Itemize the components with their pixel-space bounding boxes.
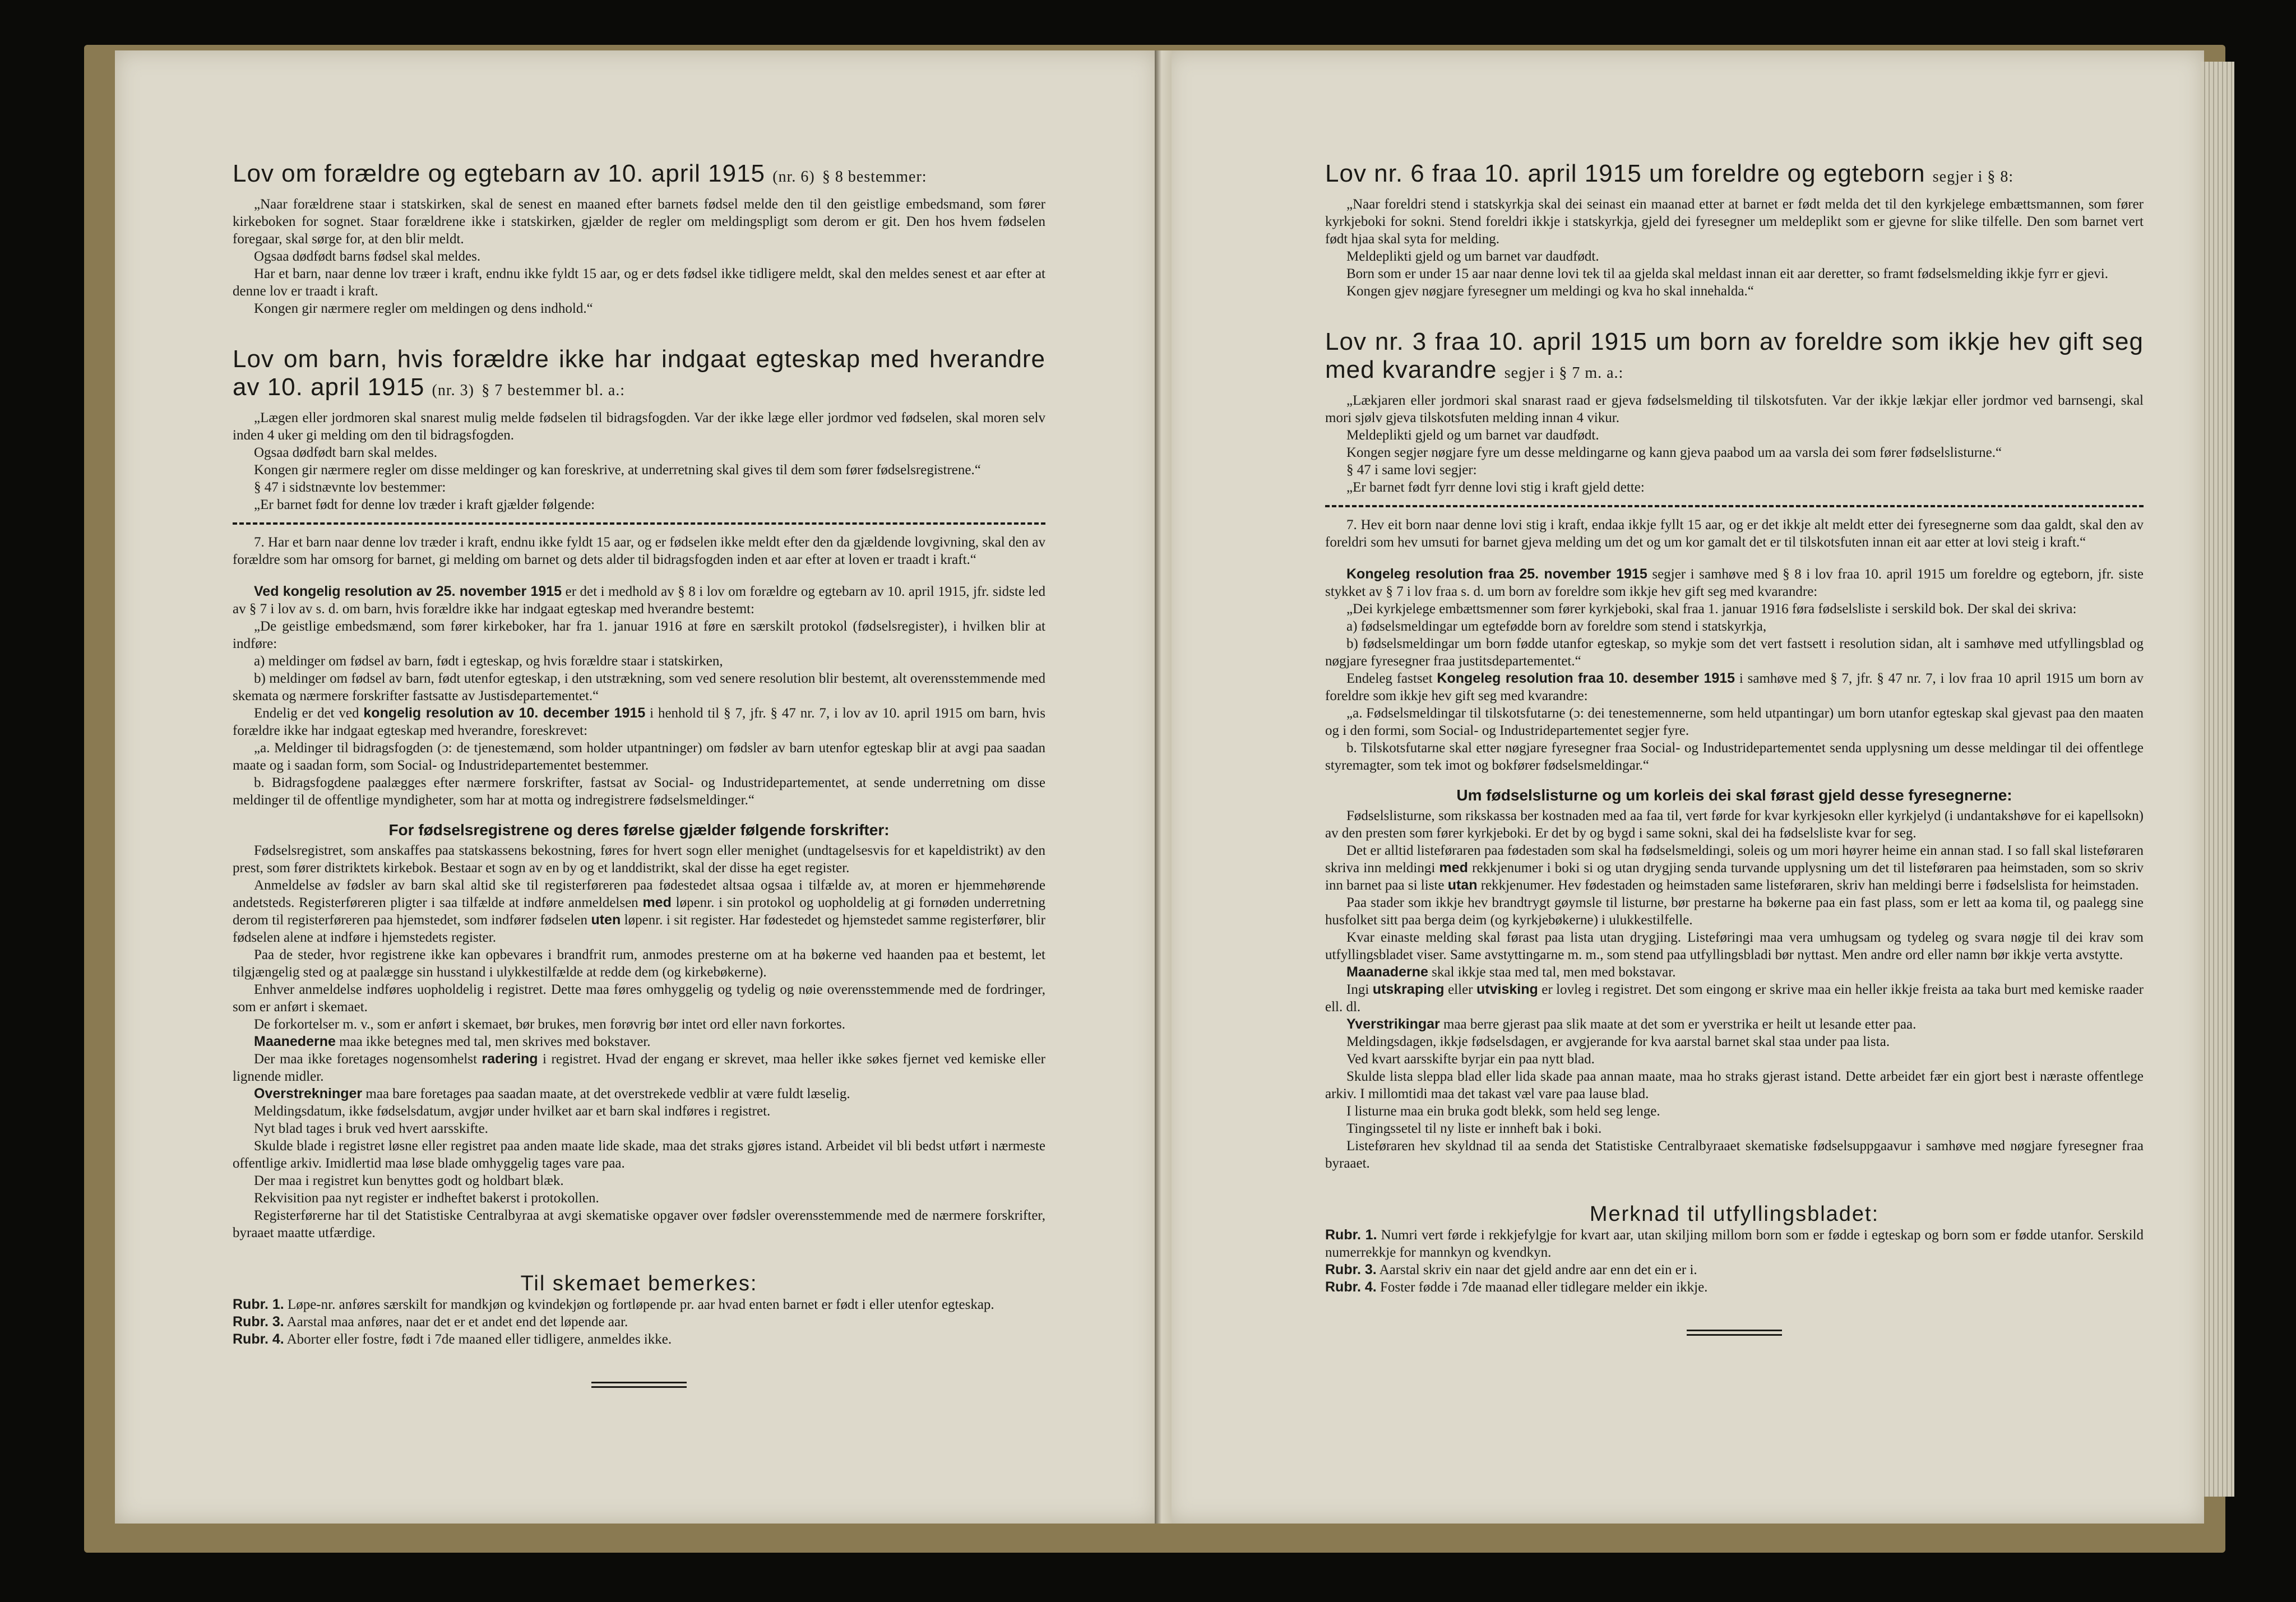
right-s3-item: b. Tilskotsfutarne skal etter nøgjare fyresegner fraa Social- og Industridepartementet senda upplysning um desse meldingar til dei offentlege styremagter, som tek imot og bokfører fødselsmeldingar.“ [1325, 740, 2144, 773]
right-s4-para: Paa stader som ikkje hev brandtrygt gøymsle til listurne, bør prestarne ha bøkerne paa ein fast plass, som er lett aa koma til, og paalegg sine husfolket sitt paa berga deim (og kyrkjebøkerne) i ulukkestilfelle. [1325, 895, 2144, 928]
right-s4-para: Ved kvart aarsskifte byrjar ein paa nytt blad. [1346, 1052, 1595, 1067]
left-s4-para: Nyt blad tages i bruk ved hvert aarsskifte. [254, 1121, 488, 1136]
left-s4-para: Anmeldelse av fødsler av barn skal altid ske til registerføreren paa fødestedet altsaa ogsaa i tilfælde av, at moren er hjemmehørende andetsteds. Registerføreren pligter i saa tilfælde at indføre anmeldelsen med løpenr. i sin protokol og uopholdelig at gi fornøden underretning derom til registerføreren paa hjemstedet, som indfører fødselen uten løpenr. i sit register. Har fødestedet og hjemstedet samme registerfører, blir fødselen alene at indføre i hjemstedets register. [233, 878, 1045, 945]
left-s2-para-7: 7. Har et barn naar denne lov træder i kraft, endnu ikke fyldt 15 aar, og er fødselen ikke meldt efter den da gjældende lovgivning, skal den av forældre som har omsorg for barnet, gi melding om barnet og dets alder til bidragsfogden inden et aar efter at loven er traadt i kraft.“ [233, 535, 1045, 567]
left-page [115, 50, 1158, 1524]
rubr-item: Rubr. 3. Aarstal skriv ein naar det gjeld andre aar enn det ein er i. [1325, 1262, 1697, 1277]
rubr-item: Rubr. 4. Aborter eller fostre, født i 7de maaned eller tidligere, anmeldes ikke. [233, 1331, 672, 1347]
right-s4-para: Kvar einaste melding skal førast paa lista utan drygjing. Listeføringi maa vera umhugsam og tydeleg og svara nøgje til dei krav som utfyllingsbladet viser. Same avstyttingarne m. m., som stend paa utfyllingsbladi bør nyttast. Men andre ord eller namn bør ikkje verta avstytte. [1325, 930, 2144, 962]
left-rubr-list [233, 1296, 1045, 1348]
right-s1-para: Born som er under 15 aar naar denne lovi tek til aa gjelda skal meldast innan eit aar deretter, so framt fødselsmelding ikkje fyrr er gjevi. [1346, 266, 2108, 281]
right-s2-para: „Lækjaren eller jordmori skal snarast raad er gjeva fødselsmelding til tilskotsfuten. Var der ikkje lækjar eller jordmor ved barnsengi, skal mori sjølv gjeva tilskotsfuten melding innan 4 vikur. [1325, 393, 2144, 425]
left-s2-para: Ogsaa dødfødt barn skal meldes. [254, 445, 438, 460]
left-s4-para: Paa de steder, hvor registrene ikke kan opbevares i brandfrit rum, anmodes presterne om at ha bøkerne ved haanden paa et bestemt, let tilgjængelig sted og at paalægge sin husstand i ulykkestilfælde at redde dem (og kirkebøkerne). [233, 947, 1045, 980]
left-s4-para: Rekvisition paa nyt register er indheftet bakerst i protokollen. [254, 1191, 599, 1206]
right-s4-para: Maanaderne skal ikkje staa med tal, men med bokstavar. [1346, 964, 1676, 980]
dashed-separator [233, 522, 1045, 525]
right-s2-para: Kongen segjer nøgjare fyre um desse meldingarne og kann gjeva paabod um aa varsla dei som fører fødselslisturne.“ [1346, 445, 2002, 460]
left-s3-item: „a. Meldinger til bidragsfogden (ɔ: de tjenestemænd, som holder utpantninger) om fødsler av barn utenfor egteskap blir at avgi paa saadan maate og i saadan form, som Social- og Industridepartementet bestemmer. [233, 740, 1045, 773]
dashed-separator [1325, 505, 2144, 507]
right-s3-para: „Dei kyrkjelege embættsmenner som fører kyrkjeboki, skal fraa 1. januar 1916 føra fødselsliste i serskild bok. Der skal dei skriva: [1346, 601, 2077, 617]
left-s1-para: „Naar forældrene staar i statskirken, skal de senest en maaned efter barnets fødsel melde den til den geistlige embedsmand, som fører kirkeboken for sognet. Staar forældrene ikke i statskirken, gjælder de regler om meldingspligt som derom er git. Den hos hvem fødselen foregaar, skal sørge for, at den blir meldt. [233, 197, 1045, 247]
left-s2-para: „Er barnet født for denne lov træder i kraft gjælder følgende: [254, 497, 595, 512]
left-s4-para: Fødselsregistret, som anskaffes paa statskassens bekostning, føres for hvert sogn eller menighet (undtagelsesvis for et kapeldistrikt) av den prest, som fører distriktets kirkebok. Bestaar et sogn av en by og et landdistrikt, skal der disse ha eget register. [233, 843, 1045, 876]
left-s3-item: b) meldinger om fødsel av barn, født utenfor egteskap, i den utstrækning, som ved senere resolution blir bestemt, alt overensstemmende med skemata og nærmere forskrifter fastsatte av Justisdepartementet.“ [233, 671, 1045, 703]
right-page-text [1325, 160, 2144, 1336]
right-s3-intro: Kongeleg resolution fraa 25. november 1915 segjer i samhøve med § 8 i lov fraa 10. april 1915 um foreldre og egteborn, jfr. siste stykket av § 7 i lov fraa s. d. um born av foreldre som ikkje hev gift seg med kvarandre: [1325, 566, 2144, 599]
end-rule [1687, 1330, 1782, 1336]
left-s4-para: Der maa ikke foretages nogensomhelst radering i registret. Hvad der engang er skrevet, maa heller ikke søkes fjernet ved kemiske eller lignende midler. [233, 1051, 1046, 1084]
left-s3-para: „De geistlige embedsmænd, som fører kirkeboker, har fra 1. januar 1916 at føre en særskilt protokol (fødselsregister), i hvilken blir at indføre: [233, 619, 1045, 651]
left-s1-para: Har et barn, naar denne lov træer i kraft, endnu ikke fyldt 15 aar, og er dets fødsel ikke tidligere meldt, skal den meldes senest et aar efter at denne lov er traadt i kraft. [233, 266, 1045, 299]
right-s4-para: Det er alltid listeføraren paa fødestaden som skal ha fødselsmeldingi, soleis og um mori høyrer heime ein annan stad. I so fall skal listeføraren skriva inn meldingi med rekkjenumer i boki si og utan drygjing senda turvande upplysning um det til listeføraren paa heimstaden, som so skriv inn barnet paa si liste utan rekkjenumer. Hev fødestaden og heimstaden same listeføraren, skriv han meldingi berre i fødselslista for heimstaden. [1325, 843, 2144, 893]
right-s4-para: Tingingssetel til ny liste er innheft bak i boki. [1346, 1121, 1602, 1136]
left-s1-heading: Lov om forældre og egtebarn av 10. april 1915 (nr. 6) § 8 bestemmer: [233, 160, 927, 187]
right-s4-para: Meldingsdagen, ikkje fødselsdagen, er avgjerande for kva aarstal barnet skal staa under paa lista. [1346, 1034, 1890, 1049]
right-s4-para: Listeføraren hev skyldnad til aa senda det Statistiske Centralbyraaet skematiske fødselsuppgaavur i samhøve med nøgjare fyresegner fraa byraaet. [1325, 1138, 2144, 1171]
right-s1-para: Kongen gjev nøgjare fyresegner um meldingi og kva ho skal innehalda.“ [1346, 284, 1754, 299]
left-s4-heading: For fødselsregistrene og deres førelse gjælder følgende forskrifter: [388, 821, 890, 839]
right-s3-item: b) fødselsmeldingar um born fødde utanfor egteskap, so mykje som det vert fastsett i resolution sidan, alt i samhøve med utfyllingsblad og nøgjare fyresegner fraa justitsdepartementet.“ [1325, 636, 2144, 669]
left-s5-heading: Til skemaet bemerkes: [520, 1272, 758, 1295]
right-s3-item: a) fødselsmeldingar um egtefødde born av foreldre som stend i statskyrkja, [1346, 619, 1767, 634]
right-s2-heading: Lov nr. 3 fraa 10. april 1915 um born av foreldre som ikkje hev gift seg med kvarandre segjer i § 7 m. a.: [1325, 328, 2144, 383]
right-s4-para: Ingi utskraping eller utvisking er lovleg i registret. Det som eingong er skrive maa ein heller ikkje freista aa taka burt med kemiske raader ell. dl. [1325, 981, 2144, 1015]
right-s4-para: Yverstrikingar maa berre gjerast paa slik maate at det som er yverstrika er heilt ut lesande etter paa. [1346, 1016, 1917, 1032]
right-s2-para-7: 7. Hev eit born naar denne lovi stig i kraft, endaa ikkje fyllt 15 aar, og er det ikkje alt meldt etter dei fyresegnerne som daa galdt, skal den av foreldri som hev umsuti for barnet gjeva melding um det og um kor gamalt det er til tilskotsfuten innan eit aar etter at lovi steig i kraft.“ [1325, 517, 2144, 550]
left-s3-item: a) meldinger om fødsel av barn, født i egteskap, og hvis forældre staar i statskirken, [254, 654, 723, 669]
right-s1-para: Meldeplikti gjeld og um barnet var daudfødt. [1346, 249, 1599, 264]
rubr-item: Rubr. 4. Foster fødde i 7de maanad eller tidlegare melder ein ikkje. [1325, 1279, 1708, 1295]
right-s4-para: I listurne maa ein bruka godt blekk, som held seg lenge. [1346, 1104, 1660, 1119]
rubr-item: Rubr. 3. Aarstal maa anføres, naar det er et andet end det løpende aar. [233, 1314, 628, 1330]
right-s2-para: § 47 i same lovi segjer: [1346, 462, 1477, 478]
rubr-item: Rubr. 1. Numri vert førde i rekkjefylgje for kvart aar, utan skiljing millom born som er fødde i egteskap og born som er fødde utanfor. Serskild numerrekkje for mannkyn og kvendkyn. [1325, 1227, 2144, 1260]
left-s4-para: Enhver anmeldelse indføres uopholdelig i registret. Dette maa føres omhyggelig og tydelig og nøie overensstemmende med de fordringer, som er anført i skemaet. [233, 982, 1045, 1015]
page-edges [2201, 62, 2234, 1497]
right-s4-heading: Um fødselslisturne og um korleis dei skal førast gjeld desse fyresegnerne: [1456, 786, 2012, 804]
left-page-text [233, 160, 1045, 1388]
rubr-item: Rubr. 1. Løpe-nr. anføres særskilt for mandkjøn og kvindekjøn og fortløpende pr. aar hvad enten barnet er født i eller utenfor egteskap. [233, 1297, 994, 1312]
right-s1-heading: Lov nr. 6 fraa 10. april 1915 um foreldre og egteborn segjer i § 8: [1325, 160, 2014, 187]
right-s4-para: Fødselslisturne, som rikskassa ber kostnaden med aa faa til, vert førde for kvar kyrkjesokn eller kyrkjelyd (i undantakshøve for ei kapellsokn) av den presten som fører kyrkjeboki. Er det by og bygd i same sokni, skal dei ha fødselsliste kvar for seg. [1325, 808, 2144, 841]
left-s4-para: Registerførerne har til det Statistiske Centralbyraa at avgi skematiske opgaver over fødsler overensstemmende med de nærmere forskrifter, byraaet maatte utfærdige. [233, 1208, 1045, 1240]
left-s4-para: Der maa i registret kun benyttes godt og holdbart blæk. [254, 1173, 564, 1188]
left-s2-para: § 47 i sidstnævnte lov bestemmer: [254, 480, 446, 495]
left-s2-para: Kongen gir nærmere regler om disse meldinger og kan foreskrive, at underretning skal gives til dem som fører fødselsregistrene.“ [254, 462, 981, 478]
left-s4-para: Skulde blade i registret løsne eller registret paa anden maate lide skade, maa det straks gjøres istand. Arbeidet vil bli bedst utført i nærmeste offentlige arkiv. Imidlertid maa løse blade omhyggelig tages vare paa. [233, 1138, 1045, 1171]
right-rubr-list [1325, 1226, 2144, 1296]
left-s4-para: Meldingsdatum, ikke fødselsdatum, avgjør under hvilket aar et barn skal indføres i registret. [254, 1104, 771, 1119]
left-s2-heading: Lov om barn, hvis forældre ikke har indgaat egteskap med hverandre av 10. april 1915 (nr. 3) § 7 bestemmer bl. a.: [233, 345, 1045, 401]
right-page [1167, 50, 2204, 1524]
left-s1-para: Kongen gir nærmere regler om meldingen og dens indhold.“ [254, 301, 593, 316]
left-s4-para: De forkortelser m. v., som er anført i skemaet, bør brukes, men forøvrig bør intet ord eller navn forkortes. [254, 1017, 846, 1032]
left-s4-para: Maanederne maa ikke betegnes med tal, men skrives med bokstaver. [254, 1034, 651, 1049]
right-s2-para: „Er barnet født fyrr denne lovi stig i kraft gjeld dette: [1346, 480, 1645, 495]
right-s4-para: Skulde lista sleppa blad eller lida skade paa annan maate, maa ho straks gjerast istand. Dette arbeidet fær ein gjort best i næraste offentlege arkiv. I millomtidi maa det takast væl vare paa lause blad. [1325, 1069, 2144, 1101]
left-s4-para: Overstrekninger maa bare foretages paa saadan maate, at det overstrekede vedblir at være fuldt læselig. [254, 1086, 850, 1101]
right-s5-heading: Merknad til utfyllingsbladet: [1589, 1202, 1880, 1226]
left-s2-para: „Lægen eller jordmoren skal snarest mulig melde fødselen til bidragsfogden. Var der ikke læge eller jordmor ved fødselen, skal moren selv inden 4 uker gi melding om den til bidragsfogden. [233, 410, 1045, 443]
left-s3-para: Endelig er det ved kongelig resolution av 10. december 1915 i henhold til § 7, jfr. § 47 nr. 7, i lov av 10. april 1915 om barn, hvis forældre ikke har indgaat egteskap med hverandre, foreskrevet: [233, 705, 1045, 738]
left-s3-item: b. Bidragsfogdene paalægges efter nærmere forskrifter, fastsat av Social- og Industridepartementet, at sende underretning om disse meldinger til de offentlige myndigheter, som har at motta og indregistrere fødselsmeldinger.“ [233, 775, 1045, 808]
right-s1-para: „Naar foreldri stend i statskyrkja skal dei seinast ein maanad etter at barnet er født melda det til den kyrkjelege embættsmannen, som fører kyrkjeboki for sokni. Stend foreldri ikkje i statskyrkja, gjeld dei fyresegner um meldeplikt som er gjevne for slike tilfelle. Den som barnet vert født hjaa skal syta for melding. [1325, 197, 2144, 247]
book-spine [1155, 50, 1172, 1524]
left-s3-intro: Ved kongelig resolution av 25. november 1915 er det i medhold av § 8 i lov om forældre og egtebarn av 10. april 1915, jfr. sidste led av § 7 i lov av s. d. om barn, hvis forældre ikke har indgaat egteskap med hverandre bestemt: [233, 584, 1046, 617]
right-s2-para: Meldeplikti gjeld og um barnet var daudfødt. [1346, 428, 1599, 443]
end-rule [591, 1382, 687, 1388]
left-s1-para: Ogsaa dødfødt barns fødsel skal meldes. [254, 249, 481, 264]
right-s3-item: „a. Fødselsmeldingar til tilskotsfutarne (ɔ: dei tenestemennerne, som held utpantingar) um born utanfor egteskap skal gjevast paa den maaten og i den formi, som Social- og Industridepartementet segjer fyre. [1325, 706, 2144, 738]
right-s3-para: Endeleg fastset Kongeleg resolution fraa 10. desember 1915 i samhøve med § 7, jfr. § 47 nr. 7, i lov fraa 10 april 1915 um born av foreldre som ikkje hev gift seg med kvarandre: [1325, 670, 2144, 703]
